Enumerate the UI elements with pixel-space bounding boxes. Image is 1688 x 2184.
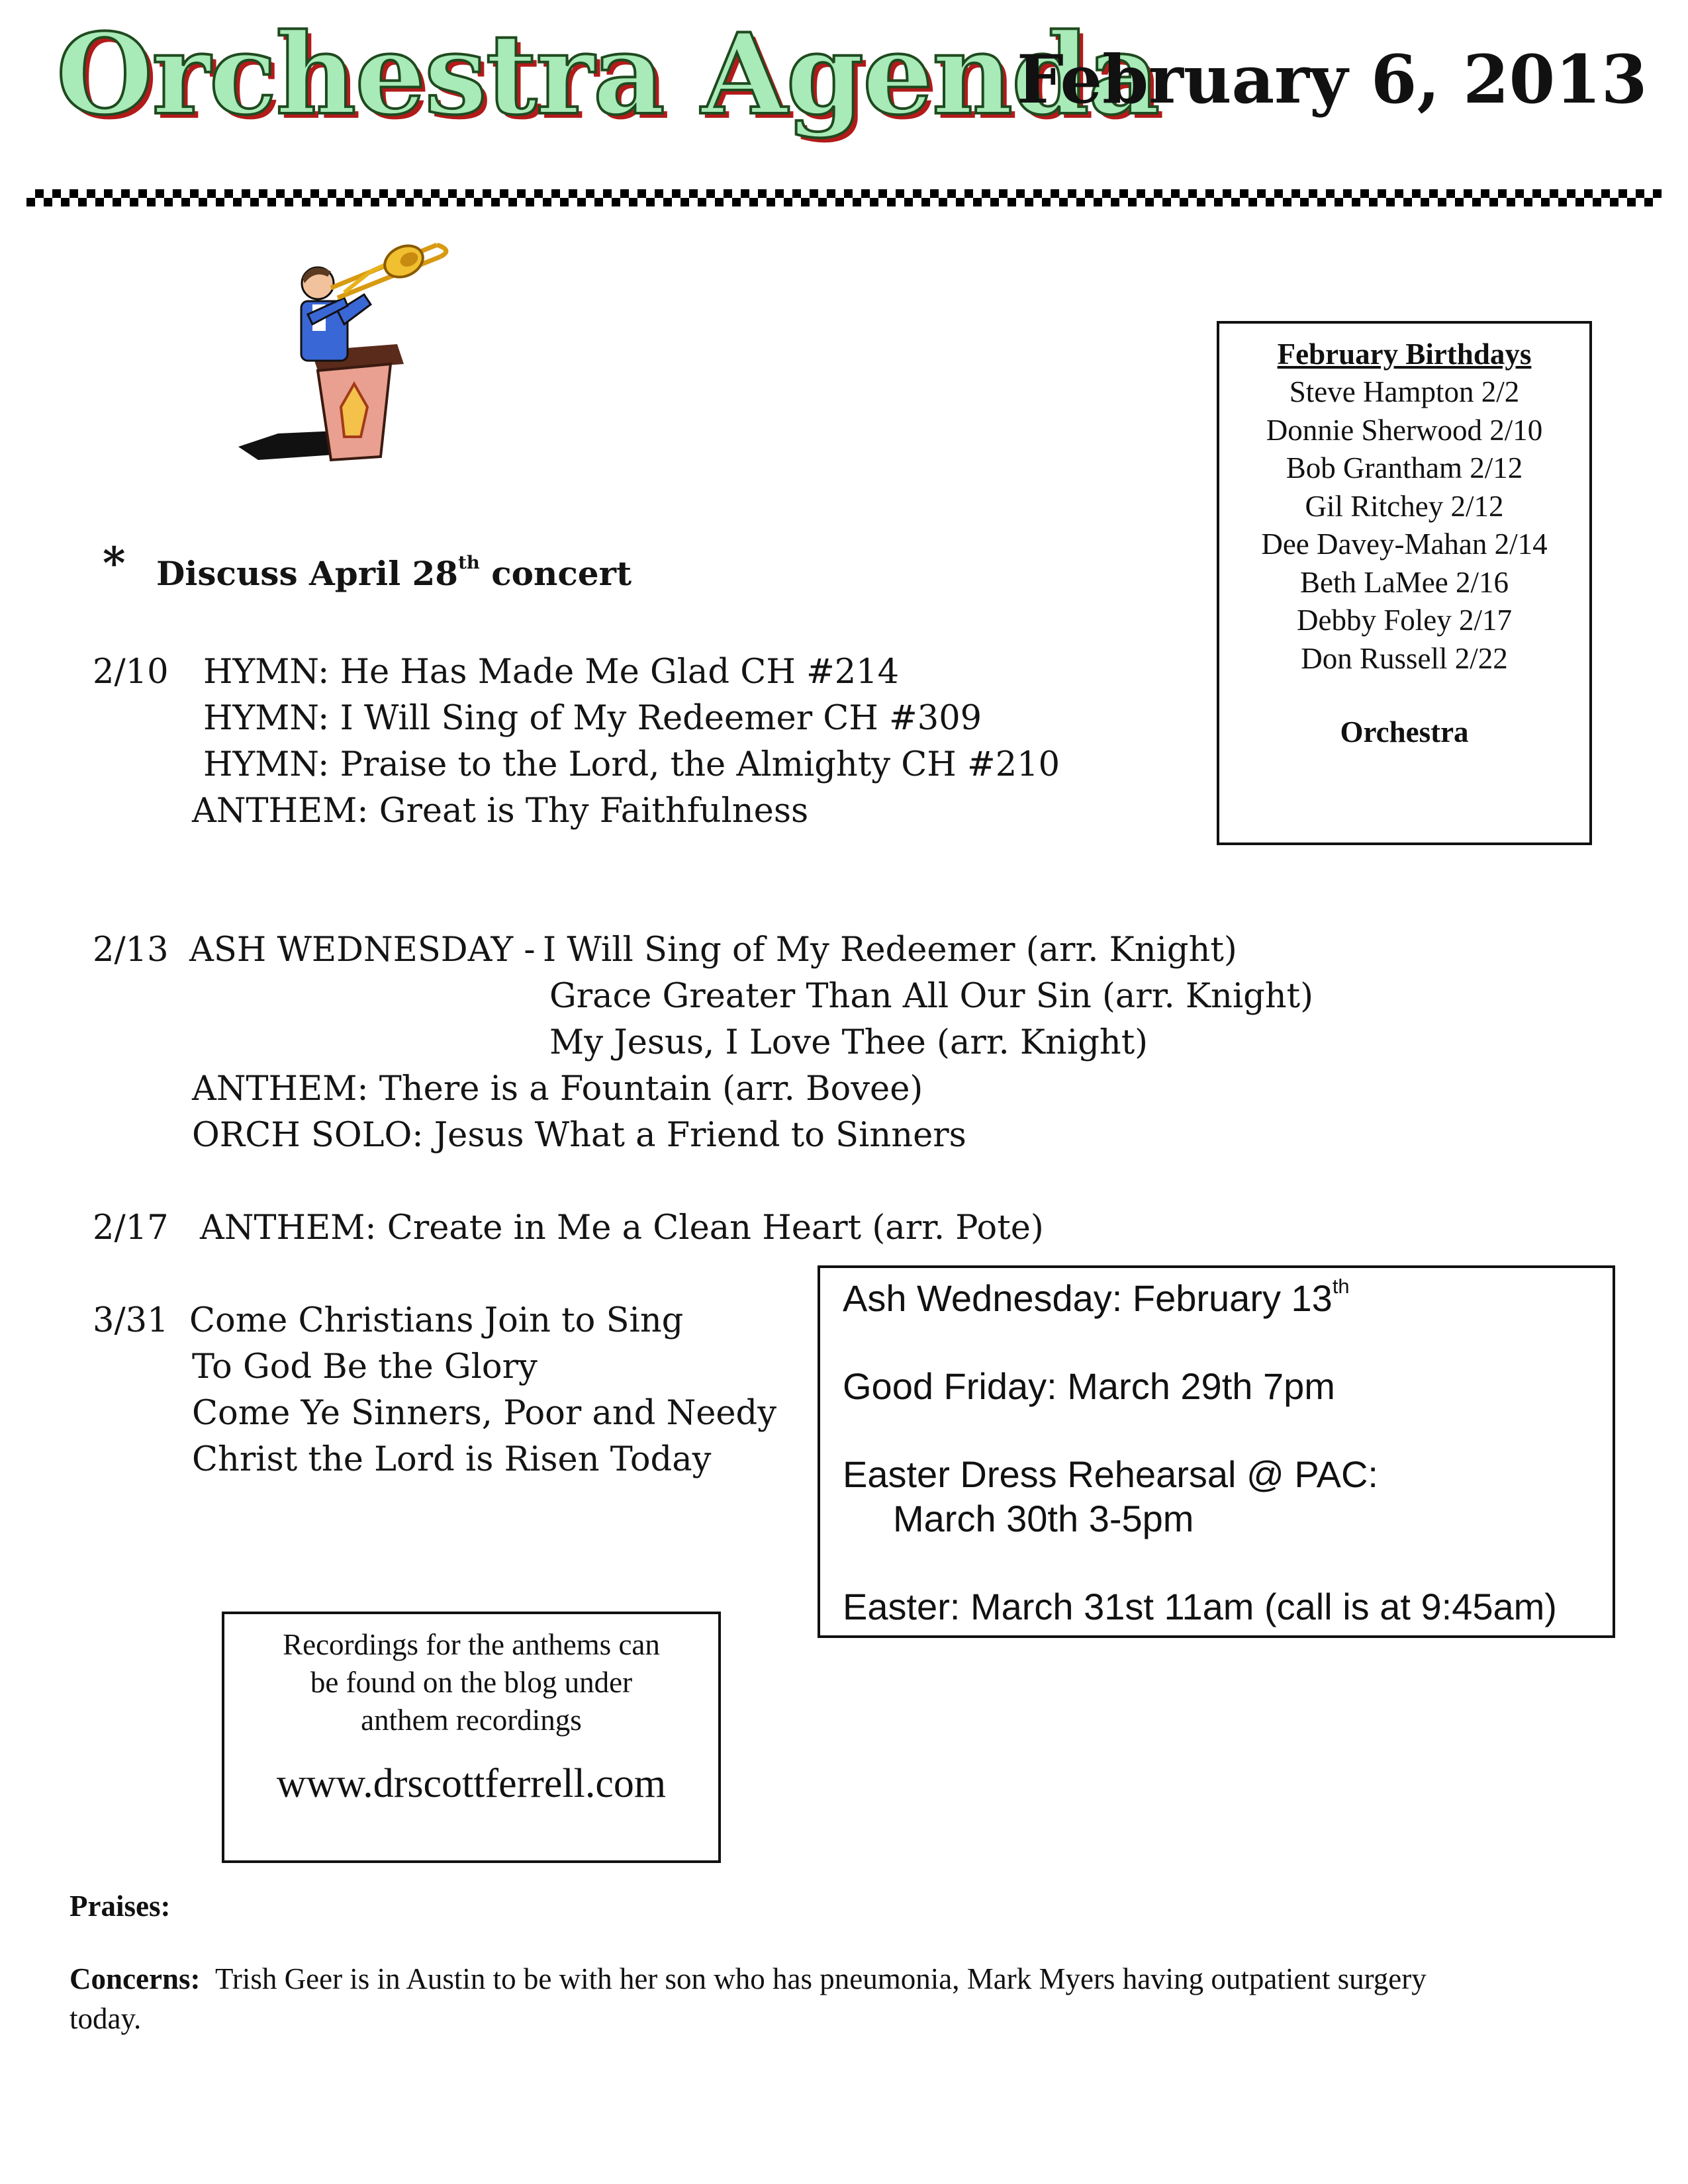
easter-date: Easter: March 31st 11am (call is at 9:45am): [843, 1586, 1557, 1627]
song-line: I Will Sing of My Redeemer (arr. Knight): [543, 931, 1237, 970]
song-line: Christ the Lord is Risen Today: [192, 1440, 712, 1479]
ash-wednesday-text: Ash Wednesday: February 13: [843, 1277, 1333, 1319]
date-3-31: 3/31: [93, 1301, 169, 1340]
birthdays-list: [1219, 373, 1589, 678]
discuss-concert: [156, 552, 632, 593]
song-line: Grace Greater Than All Our Sin (arr. Knight): [549, 977, 1314, 1016]
song-line: Come Ye Sinners, Poor and Needy: [192, 1394, 777, 1433]
birthdays-title: February Birthdays: [1277, 338, 1532, 371]
anthem-line: ANTHEM: Great is Thy Faithfulness: [192, 792, 809, 831]
concerns-line-2: today.: [70, 2002, 142, 2035]
birthdays-footer: Orchestra: [1340, 715, 1469, 749]
hymn-line: HYMN: He Has Made Me Glad CH #214: [203, 653, 900, 692]
ash-wednesday-superscript: th: [1332, 1274, 1350, 1298]
recordings-line: Recordings for the anthems can: [283, 1628, 660, 1661]
birthday-item: Dee Davey-Mahan 2/14: [1261, 527, 1548, 561]
anthem-line: ANTHEM: There is a Fountain (arr. Bovee): [192, 1069, 923, 1109]
discuss-superscript: th: [458, 552, 480, 574]
birthday-item: Steve Hampton 2/2: [1289, 375, 1520, 408]
concerns-line: [70, 1959, 1427, 1999]
anthem-line: ANTHEM: Create in Me a Clean Heart (arr. Pote): [200, 1208, 1044, 1248]
bullet-star: *: [103, 537, 126, 589]
recordings-box: [222, 1612, 721, 1863]
discuss-text: Discuss April 28: [156, 554, 459, 593]
song-line: My Jesus, I Love Thee (arr. Knight): [549, 1023, 1149, 1062]
birthday-item: Beth LaMee 2/16: [1300, 565, 1509, 599]
hymn-line: HYMN: Praise to the Lord, the Almighty CH #210: [203, 745, 1060, 784]
birthday-item: Bob Grantham 2/12: [1286, 451, 1523, 484]
date-2-10: 2/10: [93, 653, 169, 692]
concerns-text: Trish Geer is in Austin to be with her son who has pneumonia, Mark Myers having outpatient surgery: [214, 1962, 1427, 1995]
song-line: To God Be the Glory: [192, 1347, 538, 1387]
birthday-item: Donnie Sherwood 2/10: [1266, 413, 1543, 447]
recordings-line: be found on the blog under: [310, 1666, 633, 1699]
rehearsal-time: March 30th 3-5pm: [893, 1498, 1194, 1539]
ash-wednesday-label: ASH WEDNESDAY -: [189, 931, 536, 970]
song-line: Come Christians Join to Sing: [189, 1301, 684, 1340]
date-2-17: 2/17: [93, 1208, 169, 1248]
page-title: Orchestra Agenda: [56, 9, 1159, 140]
blog-url-link[interactable]: www.drscottferrell.com: [276, 1761, 667, 1806]
trombone-player-icon: [238, 232, 457, 470]
important-dates-box: [818, 1265, 1615, 1638]
discuss-suffix: concert: [479, 554, 632, 593]
ash-wednesday-date: [843, 1276, 1350, 1320]
birthday-item: Debby Foley 2/17: [1297, 604, 1512, 637]
praises-label: Praises:: [70, 1889, 171, 1923]
good-friday-date: Good Friday: March 29th 7pm: [843, 1365, 1335, 1407]
agenda-date: February 6, 2013: [1017, 40, 1648, 118]
hymn-line: HYMN: I Will Sing of My Redeemer CH #309: [203, 699, 982, 738]
rehearsal-label: Easter Dress Rehearsal @ PAC:: [843, 1453, 1378, 1495]
recordings-note: [224, 1626, 718, 1739]
checkered-divider: [26, 189, 1662, 206]
concerns-label: Concerns:: [70, 1962, 201, 1995]
birthday-item: Don Russell 2/22: [1301, 641, 1508, 675]
date-2-13: 2/13: [93, 931, 169, 970]
recordings-line: anthem recordings: [361, 1704, 582, 1737]
birthdays-box: [1217, 321, 1592, 845]
orch-solo-line: ORCH SOLO: Jesus What a Friend to Sinners: [192, 1116, 966, 1155]
birthday-item: Gil Ritchey 2/12: [1305, 489, 1504, 523]
